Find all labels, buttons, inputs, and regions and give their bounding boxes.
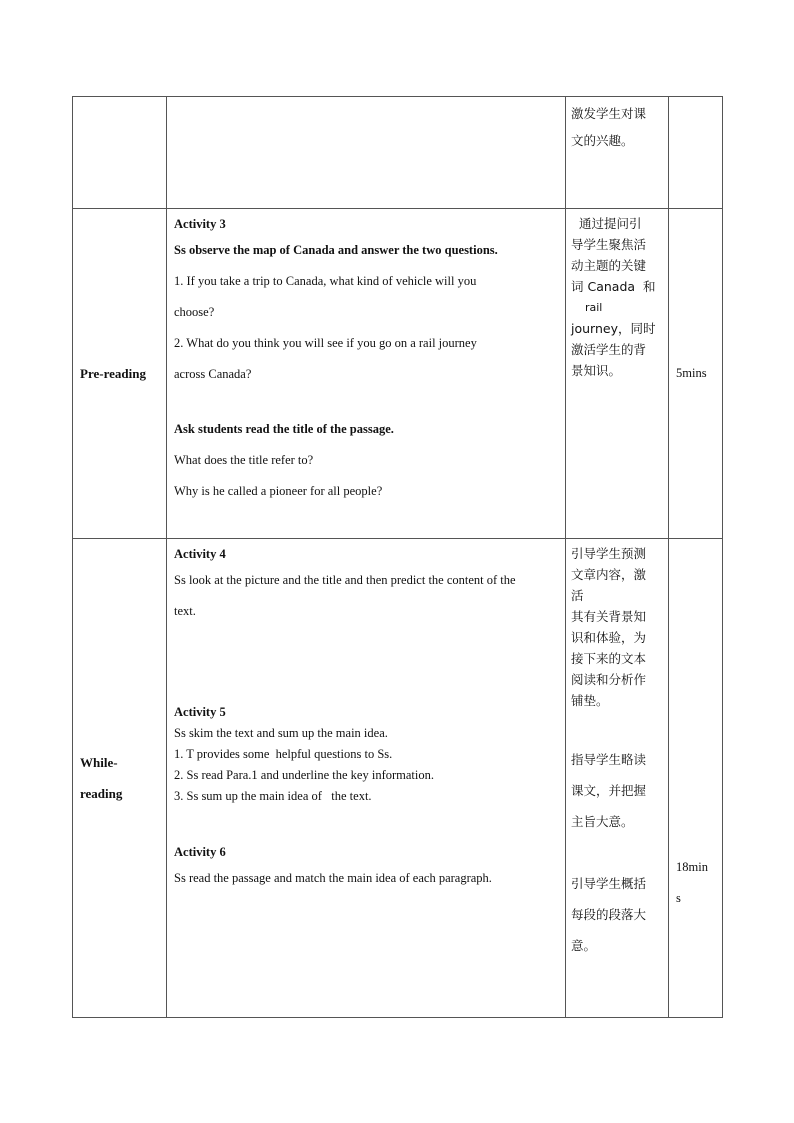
activity-heading: Activity 5 <box>174 705 226 719</box>
purpose-line: 课文，并把握 <box>571 783 647 798</box>
purpose-line: 主旨大意。 <box>571 814 634 829</box>
question-text: What does the title refer to? <box>174 453 314 467</box>
purpose-line: 识和体验，为 <box>571 630 647 645</box>
activity-task: Ask students read the title of the passage. <box>174 422 394 436</box>
stage-cell <box>73 209 167 539</box>
purpose-line: 指导学生略读 <box>571 752 647 767</box>
purpose-cell <box>566 209 669 539</box>
stage-label: Pre-reading <box>80 365 146 381</box>
purpose-cell <box>566 97 669 209</box>
purpose-line: 意。 <box>571 938 597 953</box>
purpose-line: 铺垫。 <box>571 693 609 708</box>
stage-label: reading <box>80 786 123 801</box>
purpose-line: 活 <box>571 588 584 603</box>
purpose-line: 词 Canada 和 <box>571 279 656 294</box>
purpose-line: 引导学生预测 <box>571 546 647 561</box>
time-label: 5mins <box>676 366 707 380</box>
time-label: 18min <box>676 860 708 874</box>
purpose-line: journey，同时 <box>571 321 656 336</box>
purpose-line: rail <box>571 301 603 314</box>
activity-heading: Activity 6 <box>174 845 226 859</box>
activity-step: 3. Ss sum up the main idea of the text. <box>174 789 372 803</box>
time-cell <box>669 209 723 539</box>
activity-step: 1. T provides some helpful questions to Ss. <box>174 747 393 761</box>
question-text: choose? <box>174 305 215 319</box>
purpose-line: 动主题的关键 <box>571 258 647 273</box>
activity-text: text. <box>174 604 196 618</box>
purpose-line: 文章内容，激 <box>571 567 647 582</box>
lesson-plan-table <box>72 96 723 1018</box>
purpose-line: 文的兴趣。 <box>571 133 634 148</box>
activity-heading: Activity 4 <box>174 547 226 561</box>
question-text: across Canada? <box>174 367 252 381</box>
purpose-line: 其有关背景知 <box>571 609 647 624</box>
activity-text: Ss skim the text and sum up the main idea. <box>174 726 388 740</box>
stage-cell <box>73 97 167 209</box>
question-text: 1. If you take a trip to Canada, what kind of vehicle will you <box>174 274 477 288</box>
activity-cell <box>167 539 566 1018</box>
table-row <box>73 209 723 539</box>
purpose-cell <box>566 539 669 1018</box>
purpose-line: 接下来的文本 <box>571 651 647 666</box>
activity-heading: Activity 3 <box>174 217 226 231</box>
purpose-line: 每段的段落大 <box>571 907 647 922</box>
purpose-line: 导学生聚焦活 <box>571 237 647 252</box>
stage-cell <box>73 539 167 1018</box>
purpose-line: 激发学生对课 <box>571 106 647 121</box>
purpose-line: 激活学生的背 <box>571 342 647 357</box>
activity-cell <box>167 97 566 209</box>
question-text: Why is he called a pioneer for all people? <box>174 484 383 498</box>
activity-task: Ss observe the map of Canada and answer the two questions. <box>174 243 498 257</box>
activity-cell <box>167 209 566 539</box>
table-row <box>73 539 723 1018</box>
activity-text: Ss read the passage and match the main idea of each paragraph. <box>174 871 492 885</box>
time-cell <box>669 97 723 209</box>
time-cell <box>669 539 723 1018</box>
activity-step: 2. Ss read Para.1 and underline the key information. <box>174 768 434 782</box>
purpose-line: 引导学生概括 <box>571 876 647 891</box>
purpose-line: 阅读和分析作 <box>571 672 647 687</box>
purpose-line: 景知识。 <box>571 363 622 378</box>
stage-label: While- <box>80 755 118 770</box>
purpose-line: 通过提问引 <box>571 216 642 231</box>
table-row <box>73 97 723 209</box>
time-label: s <box>676 891 681 905</box>
activity-text: Ss look at the picture and the title and then predict the content of the <box>174 573 516 587</box>
question-text: 2. What do you think you will see if you go on a rail journey <box>174 336 477 350</box>
